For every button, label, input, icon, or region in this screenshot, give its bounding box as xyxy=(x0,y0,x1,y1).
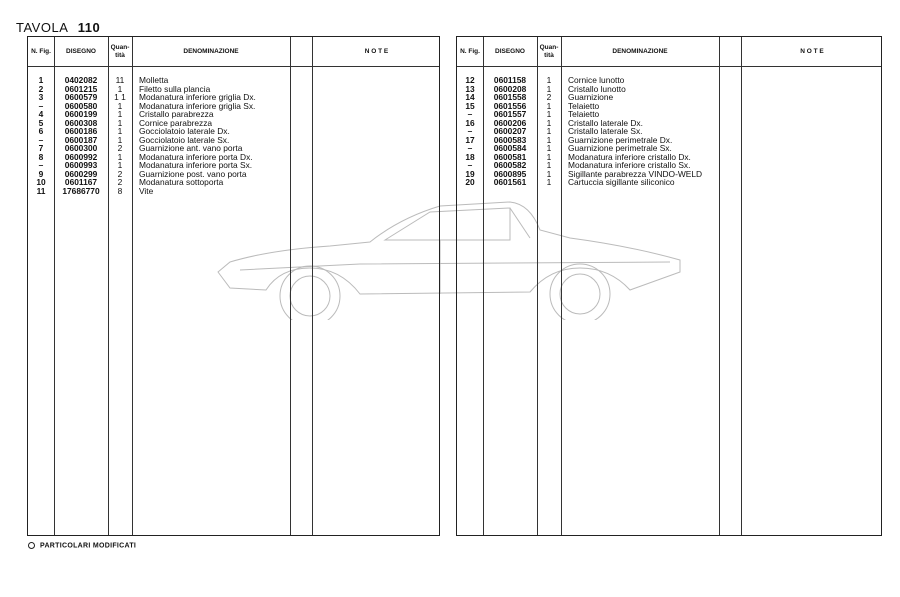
quantita-cell: 1 xyxy=(546,117,552,128)
disegno-cell: 0601557 xyxy=(493,109,527,119)
quantita-cell: 2 xyxy=(117,143,123,153)
fig-cell: 7 xyxy=(38,143,44,153)
quantita-cell: 1 xyxy=(546,160,552,170)
quantita-cell: 1 xyxy=(117,134,123,145)
fig-cell: – xyxy=(467,160,473,170)
fig-cell: 1 xyxy=(38,75,44,85)
col-note-header: N O T E xyxy=(800,47,824,55)
fig-cell: 8 xyxy=(38,151,44,162)
quantita-cell: 1 xyxy=(546,177,552,187)
fig-cell: 4 xyxy=(38,109,44,119)
denominazione-cell: Guarnizione post. vano porta xyxy=(139,168,247,179)
quantita-cell: 11 xyxy=(115,75,125,85)
quantita-cell: 2 xyxy=(117,177,123,187)
fig-cell: 13 xyxy=(465,83,475,94)
quantita-cell: 1 xyxy=(546,75,552,85)
disegno-cell: 0600300 xyxy=(64,143,98,153)
fig-cell: 5 xyxy=(38,117,44,128)
quantita-cell: 1 xyxy=(117,117,123,128)
denominazione-cell: Modanatura sottoporta xyxy=(139,177,224,187)
disegno-cell: 0600992 xyxy=(64,151,98,162)
fig-cell: 12 xyxy=(465,75,475,85)
quantita-cell: 2 xyxy=(546,92,552,102)
fig-cell: – xyxy=(38,134,44,145)
disegno-cell: 0601158 xyxy=(493,75,527,85)
fig-cell: 10 xyxy=(36,177,46,187)
col-note-header: N O T E xyxy=(364,47,389,55)
denominazione-cell: Filetto sulla plancia xyxy=(139,83,211,94)
denominazione-cell: Telaietto xyxy=(568,109,600,119)
disegno-cell: 0600583 xyxy=(493,134,527,145)
quantita-cell: 1 xyxy=(546,100,552,111)
quantita-cell: 1 xyxy=(546,83,552,94)
disegno-cell: 0601556 xyxy=(493,100,527,111)
denominazione-cell: Guarnizione perimetrale Dx. xyxy=(568,134,673,145)
denominazione-cell: Cristallo parabrezza xyxy=(139,109,214,119)
quantita-cell: 1 xyxy=(117,100,123,111)
quantita-cell: 1 xyxy=(117,83,123,94)
right-rows xyxy=(457,76,881,187)
fig-cell: 11 xyxy=(36,185,46,196)
left-rows xyxy=(28,76,439,195)
col-fig-header: N. Fig. xyxy=(460,47,480,55)
denominazione-cell: Modanatura inferiore porta Sx. xyxy=(139,160,253,170)
col-denominazione-header: DENOMINAZIONE xyxy=(612,47,668,55)
disegno-cell: 0600993 xyxy=(64,160,98,170)
quantita-cell: 1 xyxy=(117,126,123,136)
fig-cell: 16 xyxy=(465,117,475,128)
fig-cell: 6 xyxy=(38,126,44,136)
fig-cell: – xyxy=(467,143,473,153)
fig-cell: – xyxy=(467,109,473,119)
disegno-cell: 0601167 xyxy=(64,177,98,187)
quantita-cell: 1 xyxy=(117,160,123,170)
quantita-cell: 1 xyxy=(546,143,552,153)
disegno-cell: 0600186 xyxy=(64,126,98,136)
denominazione-cell: Cornice lunotto xyxy=(568,75,625,85)
disegno-cell: 0600199 xyxy=(64,109,98,119)
fig-cell: 20 xyxy=(465,177,475,187)
col-denominazione-header: DENOMINAZIONE xyxy=(183,47,239,55)
fig-cell: 3 xyxy=(38,92,44,102)
quantita-cell: 1 xyxy=(546,151,552,162)
denominazione-cell: Telaietto xyxy=(568,100,600,111)
fig-cell: 15 xyxy=(465,100,475,111)
disegno-cell: 0600299 xyxy=(64,168,98,179)
disegno-cell: 0600207 xyxy=(493,126,527,136)
fig-cell: 19 xyxy=(465,168,475,179)
denominazione-cell: Guarnizione ant. vano porta xyxy=(139,143,243,153)
denominazione-cell: Cristallo lunotto xyxy=(568,83,626,94)
denominazione-cell: Guarnizione xyxy=(568,92,614,102)
quantita-cell: 1 xyxy=(117,151,123,162)
footer-note xyxy=(28,542,136,549)
fig-cell: – xyxy=(467,126,473,136)
circle-bullet-icon xyxy=(28,542,35,549)
quantita-cell: 1 xyxy=(546,109,552,119)
disegno-cell: 0600581 xyxy=(493,151,527,162)
denominazione-cell: Sigillante parabrezza VINDO-WELD xyxy=(568,168,703,179)
quantita-cell: 1 xyxy=(546,126,552,136)
fig-cell: 17 xyxy=(465,134,475,145)
denominazione-cell: Vite xyxy=(139,185,154,196)
disegno-cell: 0601558 xyxy=(493,92,527,102)
denominazione-cell: Modanatura inferiore cristallo Sx. xyxy=(568,160,691,170)
title-prefix: TAVOLA xyxy=(16,20,68,35)
fig-cell: 2 xyxy=(38,83,44,94)
denominazione-cell: Cristallo laterale Sx. xyxy=(568,126,643,136)
quantita-cell: 1 xyxy=(546,168,552,179)
disegno-cell: 0601215 xyxy=(64,83,98,94)
table-row xyxy=(457,178,881,187)
title-number: 110 xyxy=(77,20,101,35)
quantita-cell: 8 xyxy=(117,185,123,196)
quantita-cell: 1 xyxy=(546,134,552,145)
page-title xyxy=(16,20,100,35)
fig-cell: 9 xyxy=(38,168,44,179)
denominazione-cell: Cornice parabrezza xyxy=(139,117,213,128)
col-fig-header: N. Fig. xyxy=(31,47,51,55)
denominazione-cell: Modanatura inferiore cristallo Dx. xyxy=(568,151,691,162)
col-disegno-header: DISEGNO xyxy=(495,47,525,55)
disegno-cell: 0600582 xyxy=(493,160,527,170)
quantita-cell: 1 xyxy=(117,109,123,119)
fig-cell: 14 xyxy=(465,92,475,102)
disegno-cell: 0600206 xyxy=(493,117,527,128)
disegno-cell: 0600580 xyxy=(64,100,98,111)
disegno-cell: 0600584 xyxy=(493,143,527,153)
disegno-cell: 0600208 xyxy=(493,83,527,94)
denominazione-cell: Cristallo laterale Dx. xyxy=(568,117,643,128)
footer-text: PARTICOLARI MODIFICATI xyxy=(40,542,137,550)
disegno-cell: 17686770 xyxy=(62,185,100,196)
col-disegno-header: DISEGNO xyxy=(66,47,96,55)
disegno-cell: 0600187 xyxy=(64,134,98,145)
right-table xyxy=(456,36,882,536)
denominazione-cell: Modanatura inferiore griglia Dx. xyxy=(139,92,256,102)
quantita-cell: 1 1 xyxy=(114,92,126,102)
denominazione-cell: Molletta xyxy=(139,75,169,85)
denominazione-cell: Modanatura inferiore griglia Sx. xyxy=(139,100,256,111)
disegno-cell: 0600895 xyxy=(493,168,527,179)
fig-cell: 18 xyxy=(465,151,475,162)
left-table xyxy=(27,36,440,536)
fig-cell: – xyxy=(38,160,44,170)
col-quantita-header: Quan- tità xyxy=(539,43,559,59)
denominazione-cell: Gocciolatoio laterale Sx. xyxy=(139,134,230,145)
col-quantita-header: Quan- tità xyxy=(110,43,130,59)
denominazione-cell: Cartuccia sigillante siliconico xyxy=(568,177,675,187)
disegno-cell: 0601561 xyxy=(493,177,527,187)
denominazione-cell: Modanatura inferiore porta Dx. xyxy=(139,151,253,162)
disegno-cell: 0600579 xyxy=(64,92,98,102)
disegno-cell: 0402082 xyxy=(64,75,98,85)
fig-cell: – xyxy=(38,100,44,111)
denominazione-cell: Guarnizione perimetrale Sx. xyxy=(568,143,672,153)
quantita-cell: 2 xyxy=(117,168,123,179)
table-row xyxy=(28,187,439,196)
disegno-cell: 0600308 xyxy=(64,117,98,128)
denominazione-cell: Gocciolatoio laterale Dx. xyxy=(139,126,230,136)
